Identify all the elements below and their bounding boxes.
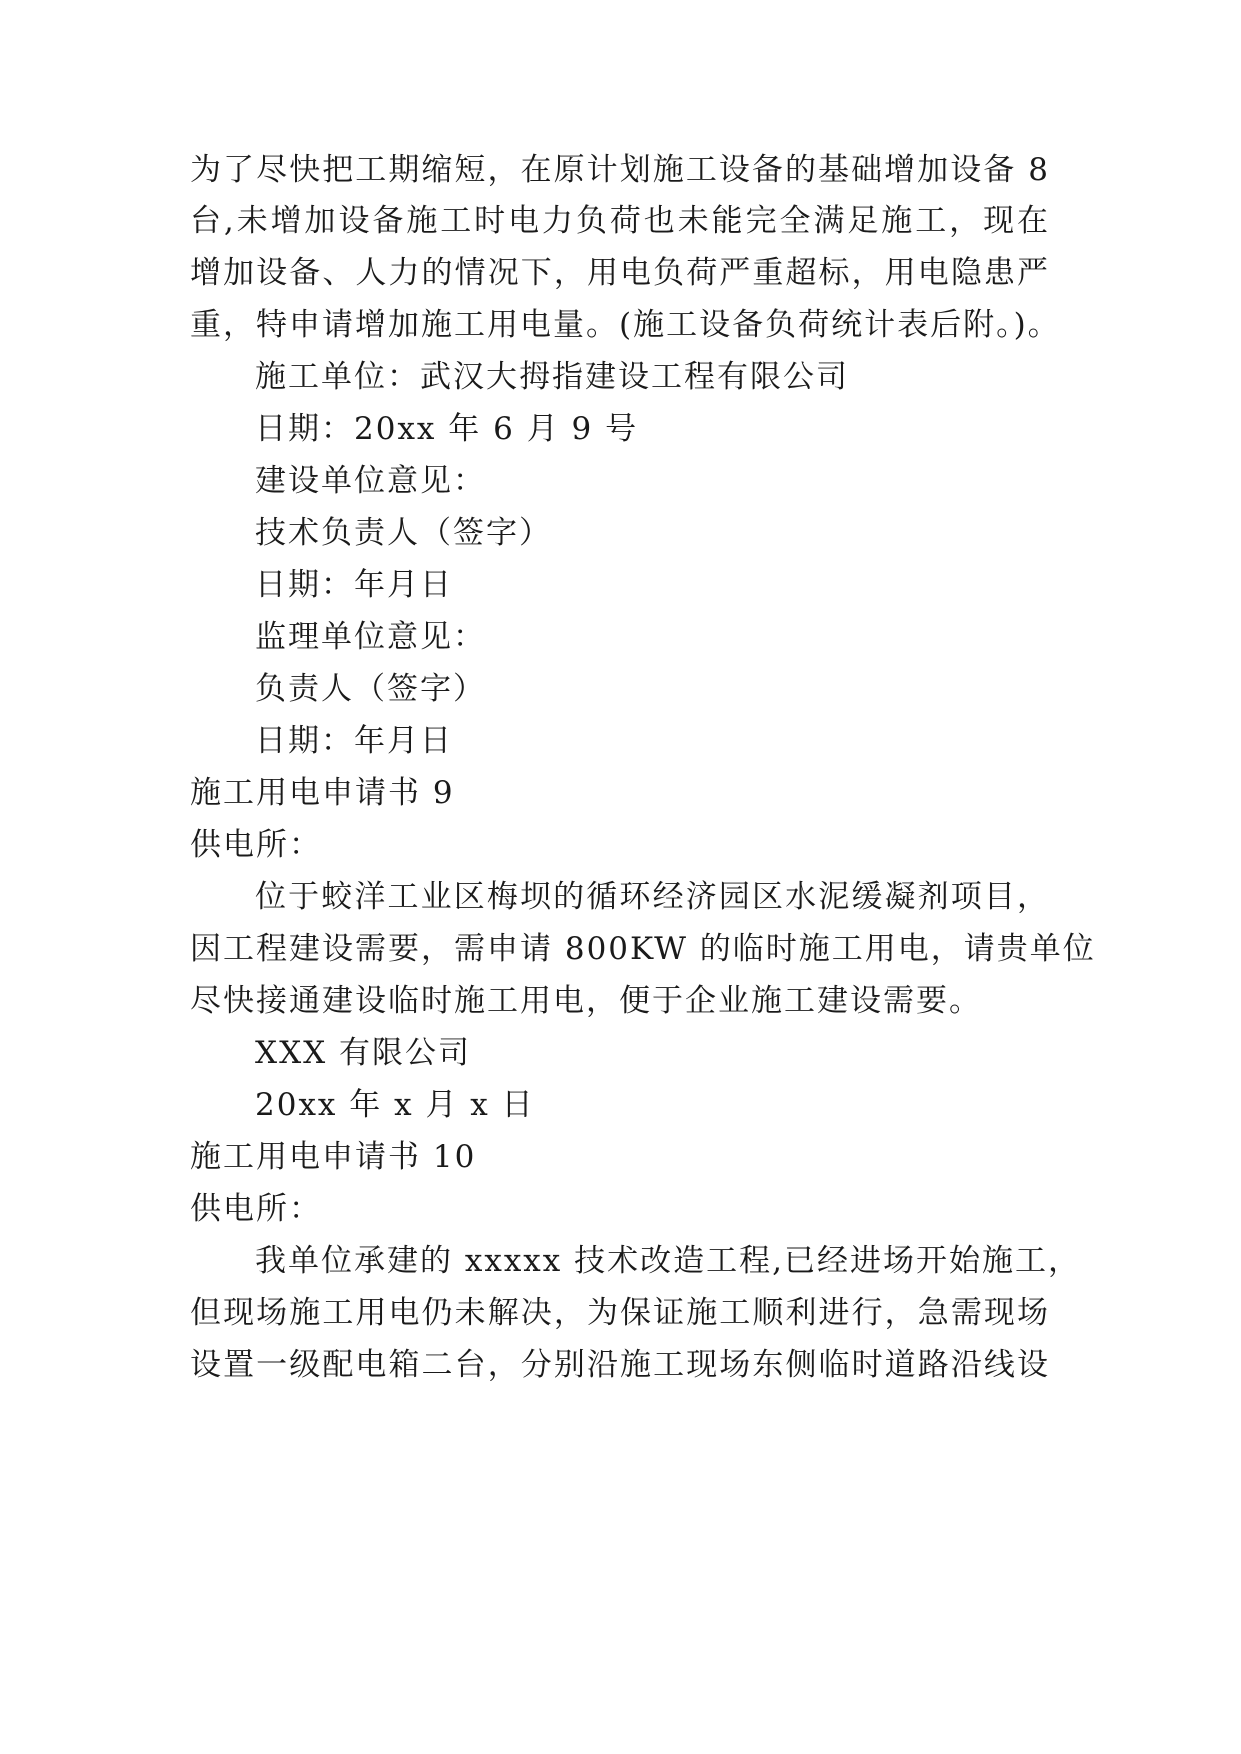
paragraph-line: 尽快接通建设临时施工用电，便于企业施工建设需要。 [190,983,982,1019]
construction-unit: 施工单位：武汉大拇指建设工程有限公司 [255,359,849,395]
section-title: 施工用电申请书 10 [190,1139,477,1175]
tech-lead-signature: 技术负责人（签字） [255,515,552,551]
date-line: 日期：年月日 [255,723,453,759]
section-title: 施工用电申请书 9 [190,775,455,811]
date-line: 日期：20xx 年 6 月 9 号 [255,411,639,447]
paragraph-line: 台,未增加设备施工时电力负荷也未能完全满足施工，现在 [190,203,1050,239]
addressee: 供电所： [190,827,322,863]
paragraph-line: 为了尽快把工期缩短，在原计划施工设备的基础增加设备 8 [190,152,1050,188]
addressee: 供电所： [190,1191,322,1227]
paragraph-line: 设置一级配电箱二台，分别沿施工现场东侧临时道路沿线设 [190,1347,1050,1383]
date-line: 20xx 年 x 月 x 日 [255,1087,535,1123]
paragraph-line: 因工程建设需要，需申请 800KW 的临时施工用电，请贵单位 [190,931,1096,967]
supervisor-opinion-label: 监理单位意见： [255,619,486,655]
paragraph-line: 位于蛟洋工业区梅坝的循环经济园区水泥缓凝剂项目， [255,879,1050,915]
paragraph-line: 重，特申请增加施工用电量。(施工设备负荷统计表后附。)。 [190,307,1061,343]
company-name: XXX 有限公司 [255,1035,472,1071]
paragraph-line: 我单位承建的 xxxxx 技术改造工程,已经进场开始施工， [255,1243,1081,1279]
date-line: 日期：年月日 [255,567,453,603]
owner-opinion-label: 建设单位意见： [255,463,486,499]
paragraph-line: 增加设备、人力的情况下，用电负荷严重超标，用电隐患严 [190,255,1050,291]
supervisor-lead-signature: 负责人（签字） [255,671,486,707]
paragraph-line: 但现场施工用电仍未解决，为保证施工顺利进行，急需现场 [190,1295,1050,1331]
